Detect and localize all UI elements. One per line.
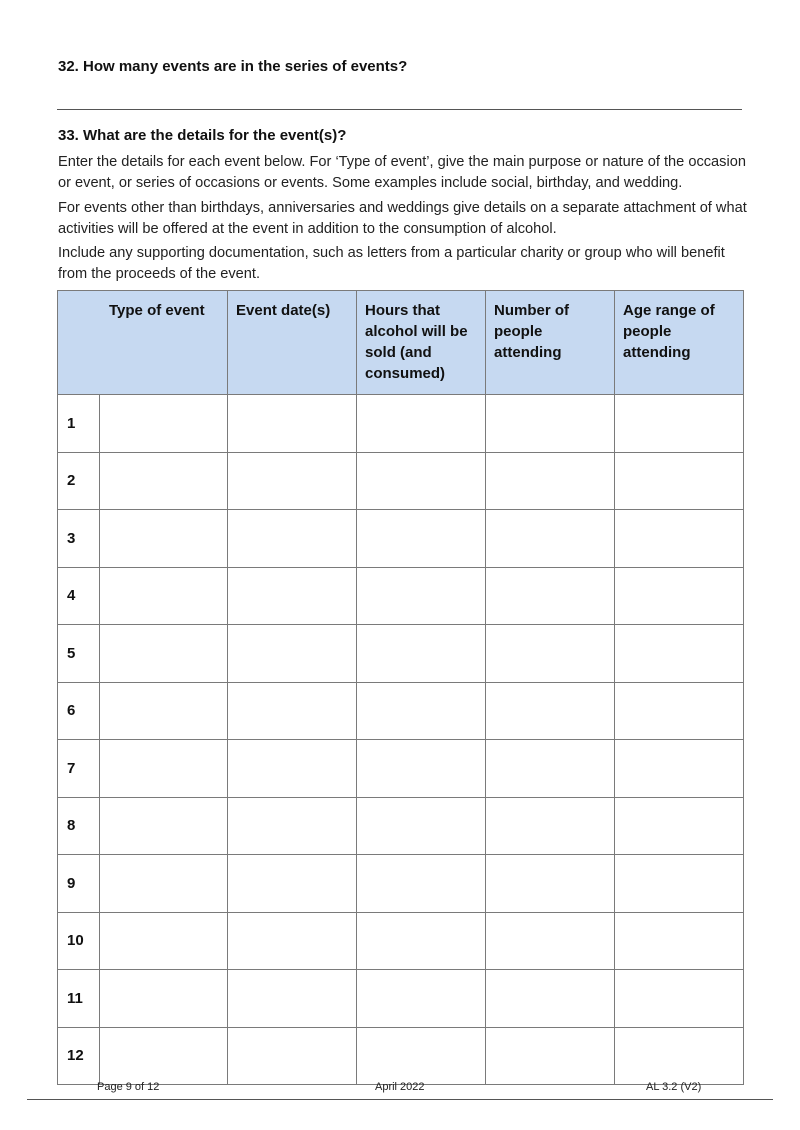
question-33-title: 33. What are the details for the event(s)?	[58, 127, 347, 144]
type-of-event-cell[interactable]	[100, 797, 228, 855]
type-of-event-cell[interactable]	[100, 1027, 228, 1085]
table-row	[58, 797, 744, 855]
age-range-cell[interactable]	[615, 1027, 744, 1085]
age-range-cell[interactable]	[615, 740, 744, 798]
hours-alcohol-cell[interactable]	[357, 797, 486, 855]
instruction-paragraph: Include any supporting documentation, such as letters from a particular charity or group who will benefit from the proceeds of the event.	[58, 245, 725, 282]
table-row	[58, 395, 744, 453]
row-number: 1	[58, 395, 100, 453]
number-attending-cell[interactable]	[486, 855, 615, 913]
number-attending-cell[interactable]	[486, 510, 615, 568]
number-attending-cell[interactable]	[486, 395, 615, 453]
type-of-event-cell[interactable]	[100, 567, 228, 625]
table-row	[58, 510, 744, 568]
event-date-cell[interactable]	[228, 567, 357, 625]
event-details-table	[57, 290, 744, 1085]
number-attending-cell[interactable]	[486, 1027, 615, 1085]
header-event-dates: Event date(s)	[228, 291, 357, 395]
row-number: 8	[58, 797, 100, 855]
event-date-cell[interactable]	[228, 855, 357, 913]
number-attending-cell[interactable]	[486, 797, 615, 855]
number-attending-cell[interactable]	[486, 682, 615, 740]
event-date-cell[interactable]	[228, 1027, 357, 1085]
row-number: 12	[58, 1027, 100, 1085]
age-range-cell[interactable]	[615, 797, 744, 855]
type-of-event-cell[interactable]	[100, 970, 228, 1028]
age-range-cell[interactable]	[615, 567, 744, 625]
table-row	[58, 625, 744, 683]
number-attending-cell[interactable]	[486, 740, 615, 798]
question-32-answer-line[interactable]	[57, 109, 742, 110]
event-date-cell[interactable]	[228, 625, 357, 683]
footer-date: April 2022	[375, 1081, 425, 1093]
event-date-cell[interactable]	[228, 912, 357, 970]
number-attending-cell[interactable]	[486, 912, 615, 970]
hours-alcohol-cell[interactable]	[357, 510, 486, 568]
table-row	[58, 740, 744, 798]
row-number: 6	[58, 682, 100, 740]
type-of-event-cell[interactable]	[100, 625, 228, 683]
header-hours-alcohol-sold: Hours that alcohol will be sold (and consumed)	[357, 291, 486, 395]
row-number: 4	[58, 567, 100, 625]
type-of-event-cell[interactable]	[100, 855, 228, 913]
footer-page-number: Page 9 of 12	[97, 1081, 160, 1093]
age-range-cell[interactable]	[615, 395, 744, 453]
row-number: 10	[58, 912, 100, 970]
type-of-event-cell[interactable]	[100, 395, 228, 453]
event-date-cell[interactable]	[228, 797, 357, 855]
type-of-event-cell[interactable]	[100, 682, 228, 740]
type-of-event-cell[interactable]	[100, 452, 228, 510]
number-attending-cell[interactable]	[486, 970, 615, 1028]
instruction-paragraph: Enter the details for each event below. For ‘Type of event’, give the main purpose or nature of the occasion or event, or series of occasions or events. Some examples include social, birthday, and wedding.	[58, 154, 746, 191]
row-number: 7	[58, 740, 100, 798]
table-row	[58, 912, 744, 970]
hours-alcohol-cell[interactable]	[357, 740, 486, 798]
hours-alcohol-cell[interactable]	[357, 395, 486, 453]
hours-alcohol-cell[interactable]	[357, 912, 486, 970]
age-range-cell[interactable]	[615, 970, 744, 1028]
table-row	[58, 970, 744, 1028]
table-header-row	[58, 291, 744, 395]
row-number: 5	[58, 625, 100, 683]
row-number: 3	[58, 510, 100, 568]
type-of-event-cell[interactable]	[100, 912, 228, 970]
hours-alcohol-cell[interactable]	[357, 855, 486, 913]
age-range-cell[interactable]	[615, 452, 744, 510]
row-number: 11	[58, 970, 100, 1028]
number-attending-cell[interactable]	[486, 567, 615, 625]
footer-divider	[27, 1099, 773, 1100]
age-range-cell[interactable]	[615, 855, 744, 913]
header-age-range: Age range of people attending	[615, 291, 744, 395]
hours-alcohol-cell[interactable]	[357, 567, 486, 625]
hours-alcohol-cell[interactable]	[357, 682, 486, 740]
age-range-cell[interactable]	[615, 510, 744, 568]
table-row	[58, 452, 744, 510]
hours-alcohol-cell[interactable]	[357, 452, 486, 510]
footer-form-code: AL 3.2 (V2)	[646, 1081, 702, 1093]
table-row	[58, 1027, 744, 1085]
number-attending-cell[interactable]	[486, 452, 615, 510]
event-date-cell[interactable]	[228, 510, 357, 568]
event-date-cell[interactable]	[228, 970, 357, 1028]
header-type-of-event: Type of event	[58, 291, 228, 395]
event-date-cell[interactable]	[228, 395, 357, 453]
hours-alcohol-cell[interactable]	[357, 970, 486, 1028]
table-row	[58, 855, 744, 913]
question-32-title: 32. How many events are in the series of events?	[58, 58, 408, 75]
event-date-cell[interactable]	[228, 682, 357, 740]
type-of-event-cell[interactable]	[100, 740, 228, 798]
event-date-cell[interactable]	[228, 452, 357, 510]
instruction-paragraph: For events other than birthdays, anniversaries and weddings give details on a separate attachment of what activities will be offered at the event in addition to the consumption of alcohol.	[58, 200, 747, 237]
hours-alcohol-cell[interactable]	[357, 1027, 486, 1085]
table-row	[58, 567, 744, 625]
row-number: 2	[58, 452, 100, 510]
event-date-cell[interactable]	[228, 740, 357, 798]
table-row	[58, 682, 744, 740]
hours-alcohol-cell[interactable]	[357, 625, 486, 683]
age-range-cell[interactable]	[615, 912, 744, 970]
type-of-event-cell[interactable]	[100, 510, 228, 568]
age-range-cell[interactable]	[615, 682, 744, 740]
age-range-cell[interactable]	[615, 625, 744, 683]
number-attending-cell[interactable]	[486, 625, 615, 683]
row-number: 9	[58, 855, 100, 913]
header-number-attending: Number of people attending	[486, 291, 615, 395]
